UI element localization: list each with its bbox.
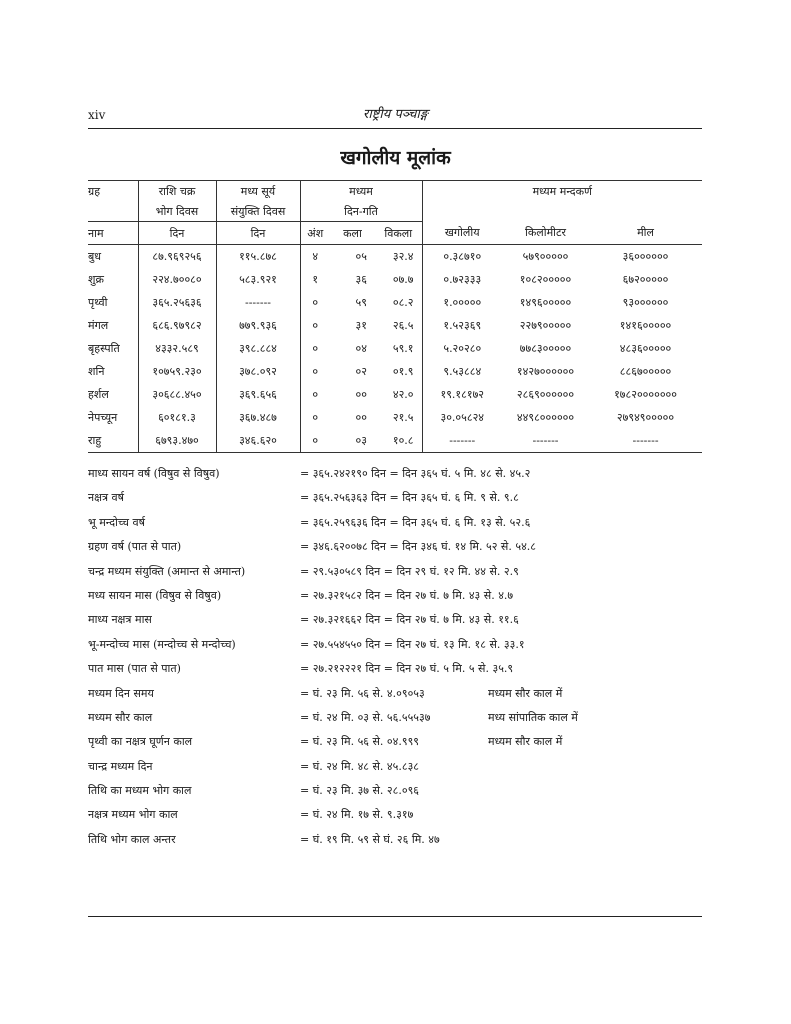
cell-khagoliya: १९.१८१७२ — [422, 383, 502, 406]
cell-khagoliya: १.५२३६९ — [422, 314, 502, 337]
constant-row — [88, 783, 702, 807]
constant-value: = २७.५५४५५० दिन = दिन २७ घं. १३ मि. १८ से. ३३.१ — [300, 637, 525, 651]
cell-surya-days: ५८३.९२१ — [216, 268, 300, 291]
constant-row — [88, 490, 702, 514]
cell-surya-days: ३९८.८८४ — [216, 337, 300, 360]
cell-km: १०८२००००० — [519, 273, 572, 286]
cell-kala: ३१ — [355, 319, 367, 332]
cell-surya-days: ३७८.०९२ — [216, 360, 300, 383]
table-row — [88, 291, 702, 314]
constant-label: ग्रहण वर्ष (पात से पात) — [88, 540, 182, 554]
table-row — [88, 429, 702, 453]
col-head-madhyam-1: मध्यम — [300, 181, 422, 202]
cell-khagoliya: १.००००० — [422, 291, 502, 314]
cell-ansh: ० — [300, 406, 330, 429]
constant-label: नक्षत्र मध्यम भोग काल — [88, 808, 178, 822]
constant-value: = २७.३२१५८२ दिन = दिन २७ घं. ७ मि. ४३ से. ४.७ — [300, 588, 514, 602]
col-head-surya-2: संयुक्ति दिवस — [216, 201, 300, 222]
constant-value: = ३६५.२५६३६३ दिन = दिन ३६५ घं. ६ मि. ९ से. ९.८ — [300, 491, 519, 505]
constant-row — [88, 466, 702, 490]
cell-ansh: १ — [300, 268, 330, 291]
cell-surya-days: ३६९.६५६ — [216, 383, 300, 406]
cell-km: ४४९८०००००० — [516, 411, 575, 424]
constant-value: = घं. २३ मि. ३७ से. २८.०९६ — [300, 784, 420, 798]
constant-label: मध्य सायन मास (विषुव से विषुव) — [88, 588, 222, 602]
cell-ansh: ० — [300, 383, 330, 406]
cell-vikala: ५९.१ — [392, 342, 414, 355]
cell-kala: ०२ — [355, 365, 367, 378]
constant-label: पात मास (पात से पात) — [88, 662, 181, 676]
cell-km: ------- — [502, 429, 589, 453]
cell-kala: ०० — [355, 411, 367, 424]
cell-km: १४९६००००० — [519, 296, 572, 309]
col-head-graha: ग्रह — [88, 181, 138, 202]
footer-rule — [88, 916, 702, 917]
cell-kala: ०३ — [330, 429, 375, 453]
constant-label: तिथि भोग काल अन्तर — [88, 832, 176, 846]
cell-vikala: ४२.० — [392, 388, 414, 401]
cell-mile: ६७२००००० — [622, 273, 669, 286]
constant-label: भू मन्दोच्च वर्ष — [88, 515, 145, 529]
cell-vikala: २६.५ — [392, 319, 414, 332]
cell-vikala: ०१.९ — [392, 365, 414, 378]
cell-ansh: ० — [300, 429, 330, 453]
constants-list — [88, 466, 702, 856]
constant-label: चन्द्र मध्यम संयुक्ति (अमान्त से अमान्त) — [88, 564, 246, 578]
cell-surya-days: ११५.८७८ — [216, 245, 300, 269]
cell-mile: ३६०००००० — [622, 250, 669, 263]
col-head-rashi-1: राशि चक्र — [138, 181, 216, 202]
cell-km: ५७९००००० — [522, 250, 569, 263]
constant-row — [88, 734, 702, 758]
unit-din-2: दिन — [216, 222, 300, 245]
constant-row — [88, 564, 702, 588]
col-head-rashi-2: भोग दिवस — [138, 201, 216, 222]
cell-rashi-days: १०७५९.२३० — [138, 360, 216, 383]
col-head-surya-1: मध्य सूर्य — [216, 181, 300, 202]
constant-value: = २९.५३०५८९ दिन = दिन २९ घं. १२ मि. ४४ से. २.९ — [300, 564, 519, 578]
constant-row — [88, 515, 702, 539]
unit-vikala: विकला — [375, 222, 422, 245]
constant-row — [88, 588, 702, 612]
constant-row — [88, 686, 702, 710]
cell-kala: ०४ — [355, 342, 367, 355]
constant-value: = घं. २४ मि. ०३ से. ५६.५५५३७ — [300, 710, 431, 724]
constant-label: चान्द्र मध्यम दिन — [88, 759, 153, 773]
cell-mile: ८८६७००००० — [619, 365, 672, 378]
page-title: खगोलीय मूलांक — [340, 147, 451, 169]
constant-label: पृथ्वी का नक्षत्र घूर्णन काल — [88, 735, 193, 749]
constant-row — [88, 710, 702, 734]
constant-row — [88, 661, 702, 685]
cell-rashi-days: ६७९३.४७० — [138, 429, 216, 453]
constant-value: = घं. १९ मि. ५९ से घं. २६ मि. ४७ — [300, 832, 440, 846]
cell-planet: राहु — [88, 429, 138, 453]
cell-surya-days: ------- — [216, 291, 300, 314]
cell-mile: २७९४९००००० — [616, 411, 675, 424]
constant-row — [88, 759, 702, 783]
constant-value: = घं. २३ मि. ५६ से. ४.०९०५३ — [300, 686, 425, 700]
table-row — [88, 268, 702, 291]
cell-planet: पृथ्वी — [88, 296, 108, 309]
cell-vikala: १०.८ — [375, 429, 422, 453]
cell-vikala: ३२.४ — [392, 250, 414, 263]
constant-value: = ३६५.२४२१९० दिन = दिन ३६५ घं. ५ मि. ४८ से. ४५.२ — [300, 467, 531, 480]
constant-note: मध्यम सौर काल में — [488, 735, 563, 749]
cell-kala: ०० — [355, 388, 367, 401]
table-row — [88, 314, 702, 337]
unit-nam: नाम — [88, 222, 138, 245]
unit-km: किलोमीटर — [502, 222, 589, 245]
constants-table — [88, 180, 702, 453]
constant-value: = ३४६.६२००७८ दिन = दिन ३४६ घं. १४ मि. ५२ से. ५४.८ — [300, 540, 537, 554]
cell-kala: ५९ — [355, 296, 367, 309]
cell-ansh: ४ — [300, 245, 330, 269]
table-row — [88, 337, 702, 360]
cell-mile: ------- — [589, 429, 702, 453]
cell-ansh: ० — [300, 314, 330, 337]
constant-value: = २७.२१२२२१ दिन = दिन २७ घं. ५ मि. ५ से. ३५.९ — [300, 662, 514, 676]
unit-ansh: अंश — [300, 222, 330, 245]
cell-vikala: २१.५ — [392, 411, 414, 424]
table-row — [88, 245, 702, 269]
constant-label: मध्यम सौर काल — [88, 710, 153, 724]
cell-km: २२७९००००० — [519, 319, 572, 332]
constant-label: तिथि का मध्यम भोग काल — [88, 784, 192, 798]
cell-ansh: ० — [300, 337, 330, 360]
cell-surya-days: ७७९.९३६ — [216, 314, 300, 337]
cell-rashi-days: ६०१८१.३ — [138, 406, 216, 429]
constant-row — [88, 832, 702, 856]
unit-kala: कला — [330, 222, 375, 245]
constant-label: मध्यम दिन समय — [88, 686, 154, 700]
constant-row — [88, 637, 702, 661]
cell-mile: १४१६००००० — [619, 319, 672, 332]
cell-khagoliya: ५.२०२८० — [422, 337, 502, 360]
constant-row — [88, 807, 702, 831]
cell-khagoliya: ०.७२३३३ — [422, 268, 502, 291]
cell-planet: शनि — [88, 365, 105, 378]
constant-value: = ३६५.२५९६३६ दिन = दिन ३६५ घं. ६ मि. १३ से. ५२.६ — [300, 515, 531, 529]
constant-label: नक्षत्र वर्ष — [88, 491, 125, 505]
cell-planet: बुध — [88, 250, 102, 263]
unit-din-1: दिन — [138, 222, 216, 245]
cell-mile: १७८२००००००० — [614, 388, 677, 401]
cell-planet: बृहस्पति — [88, 342, 120, 355]
cell-khagoliya: ०.३८७१० — [422, 245, 502, 269]
header-rule — [88, 128, 702, 129]
constant-value: = घं. २३ मि. ५६ से. ०४.९९९ — [300, 735, 420, 749]
constant-note: मध्य सांपातिक काल में — [488, 710, 578, 724]
constant-note: मध्यम सौर काल में — [488, 686, 563, 700]
cell-mile: ४८३६००००० — [619, 342, 672, 355]
cell-surya-days: ३४६.६२० — [216, 429, 300, 453]
col-head-madhyam-2: दिन-गति — [300, 201, 422, 222]
cell-khagoliya: ९.५३८८४ — [422, 360, 502, 383]
constant-row — [88, 539, 702, 563]
running-title: राष्ट्रीय पञ्चाङ्ग — [363, 107, 428, 122]
table-row — [88, 406, 702, 429]
cell-planet: मंगल — [88, 319, 109, 332]
cell-planet: नेपच्यून — [88, 411, 118, 424]
cell-rashi-days: २२४.७००८० — [138, 268, 216, 291]
constant-label: भू-मन्दोच्च मास (मन्दोच्च से मन्दोच्च) — [88, 637, 236, 651]
cell-rashi-days: ६८६.९७९८२ — [138, 314, 216, 337]
cell-planet: हर्शल — [88, 388, 109, 401]
cell-rashi-days: ३६५.२५६३६ — [138, 291, 216, 314]
cell-surya-days: ३६७.४८७ — [216, 406, 300, 429]
cell-km: ७७८३००००० — [519, 342, 572, 355]
cell-kala: ०५ — [355, 250, 367, 263]
unit-khagoliya: खगोलीय — [422, 222, 502, 245]
cell-vikala: ०७.७ — [392, 273, 414, 286]
cell-planet: शुक्र — [88, 273, 104, 286]
cell-ansh: ० — [300, 291, 330, 314]
cell-khagoliya: ३०.०५८२४ — [422, 406, 502, 429]
constant-label: माध्य नक्षत्र मास — [88, 613, 152, 627]
cell-kala: ३६ — [355, 273, 367, 286]
cell-vikala: ०८.२ — [392, 296, 414, 309]
col-head-mandakarna: मध्यम मन्दकर्ण — [422, 181, 702, 202]
page-number: xiv — [88, 108, 106, 122]
constant-label: माध्य सायन वर्ष (विषुव से विषुव) — [88, 467, 220, 480]
cell-rashi-days: ३०६८८.४५० — [138, 383, 216, 406]
cell-km: १४२७०००००० — [516, 365, 575, 378]
cell-mile: ९३०००००० — [622, 296, 669, 309]
constant-value: = घं. २४ मि. ४८ से. ४५.८३८ — [300, 759, 420, 773]
cell-rashi-days: ४३३२.५८९ — [138, 337, 216, 360]
constant-value: = २७.३२१६६२ दिन = दिन २७ घं. ७ मि. ४३ से. ११.६ — [300, 613, 519, 627]
unit-mile: मील — [589, 222, 702, 245]
cell-ansh: ० — [300, 360, 330, 383]
constant-value: = घं. २४ मि. १७ से. ९.३१७ — [300, 808, 414, 822]
cell-khagoliya: ------- — [422, 429, 502, 453]
table-row — [88, 383, 702, 406]
table-row — [88, 360, 702, 383]
constant-row — [88, 612, 702, 636]
cell-rashi-days: ८७.९६९२५६ — [138, 245, 216, 269]
cell-km: २८६९०००००० — [516, 388, 575, 401]
